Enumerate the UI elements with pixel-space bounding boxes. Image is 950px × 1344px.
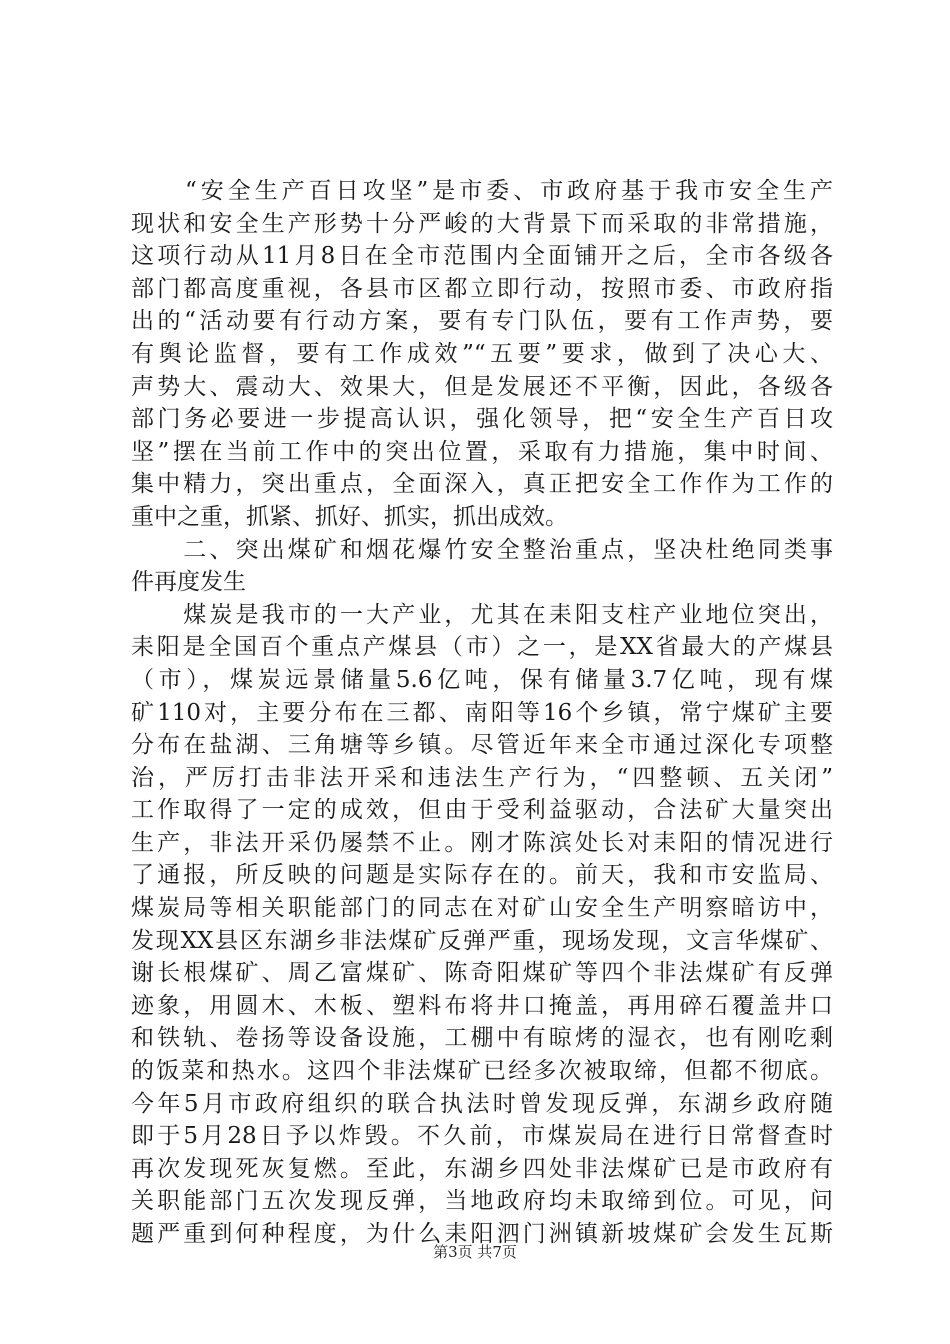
text-line: 今年5月市政府组织的联合执法时曾发现反弹，东湖乡政府随 [131, 1090, 833, 1117]
text-line: 和铁轨、卷扬等设备设施，工棚中有晾烤的湿衣，也有刚吃剩 [131, 1025, 833, 1052]
text-line: 迹象，用圆木、木板、塑料布将井口掩盖，再用碎石覆盖井口 [131, 992, 833, 1019]
text-line: 了通报，所反映的问题是实际存在的。前天，我和市安监局、 [131, 862, 833, 889]
text-line: 出的“活动要有行动方案，要有专门队伍，要有工作声势，要 [131, 308, 833, 335]
text-line: 题严重到何种程度，为什么耒阳泗门洲镇新坡煤矿会发生瓦斯 [131, 1221, 833, 1247]
text-line: 再次发现死灰复燃。至此，东湖乡四处非法煤矿已是市政府有 [131, 1155, 833, 1182]
text-line: 件再度发生 [131, 569, 246, 596]
text-line: 集中精力，突出重点，全面深入，真正把安全工作作为工作的 [131, 471, 833, 498]
text-line: 声势大、震动大、效果大，但是发展还不平衡，因此，各级各 [131, 373, 833, 400]
text-line: 部门都高度重视，各县市区都立即行动，按照市委、市政府指 [131, 275, 833, 302]
page-footer: 第3页 共7页 [433, 1243, 517, 1261]
text-line: 谢长根煤矿、周乙富煤矿、陈奇阳煤矿等四个非法煤矿有反弹 [131, 960, 833, 987]
text-line: 坚”摆在当前工作中的突出位置，采取有力措施，集中时间、 [131, 438, 833, 465]
text-line: 分布在盐湖、三角塘等乡镇。尽管近年来全市通过深化专项整 [131, 732, 833, 759]
text-line: （市），煤炭远景储量5.6亿吨，保有储量3.7亿吨，现有煤 [131, 666, 833, 693]
text-line: 现状和安全生产形势十分严峻的大背景下而采取的非常措施， [131, 210, 833, 237]
text-line: 二、突出煤矿和烟花爆竹安全整治重点，坚决杜绝同类事 [131, 536, 833, 563]
text-line: 生产，非法开采仍屡禁不止。刚才陈滨处长对耒阳的情况进行 [131, 829, 833, 856]
text-line: 矿110对，主要分布在三都、南阳等16个乡镇，常宁煤矿主要 [131, 699, 833, 726]
text-line: “安全生产百日攻坚”是市委、市政府基于我市安全生产 [131, 178, 833, 204]
text-line: 部门务必要进一步提高认识，强化领导，把“安全生产百日攻 [131, 406, 833, 433]
text-line: 即于5月28日予以炸毁。不久前，市煤炭局在进行日常督查时 [131, 1123, 833, 1150]
text-line: 煤炭是我市的一大产业，尤其在耒阳支柱产业地位突出， [131, 601, 833, 628]
text-line: 的饭菜和热水。这四个非法煤矿已经多次被取缔，但都不彻底。 [131, 1058, 833, 1085]
text-line: 有舆论监督，要有工作成效”“五要”要求，做到了决心大、 [131, 340, 833, 367]
text-line: 工作取得了一定的成效，但由于受利益驱动，合法矿大量突出 [131, 797, 833, 824]
text-line: 治，严厉打击非法开采和违法生产行为，“四整顿、五关闭” [131, 764, 833, 791]
text-line: 发现XX县区东湖乡非法煤矿反弹严重，现场发现，文言华煤矿、 [131, 927, 833, 954]
text-line: 关职能部门五次发现反弹，当地政府均未取缔到位。可见，问 [131, 1188, 833, 1215]
text-line: 这项行动从11月8日在全市范围内全面铺开之后，全市各级各 [131, 243, 833, 270]
text-line: 耒阳是全国百个重点产煤县（市）之一，是XX省最大的产煤县 [131, 634, 833, 661]
document-body [131, 175, 833, 1251]
text-line: 重中之重，抓紧、抓好、抓实，抓出成效。 [131, 503, 568, 530]
text-line: 煤炭局等相关职能部门的同志在对矿山安全生产明察暗访中， [131, 895, 833, 922]
